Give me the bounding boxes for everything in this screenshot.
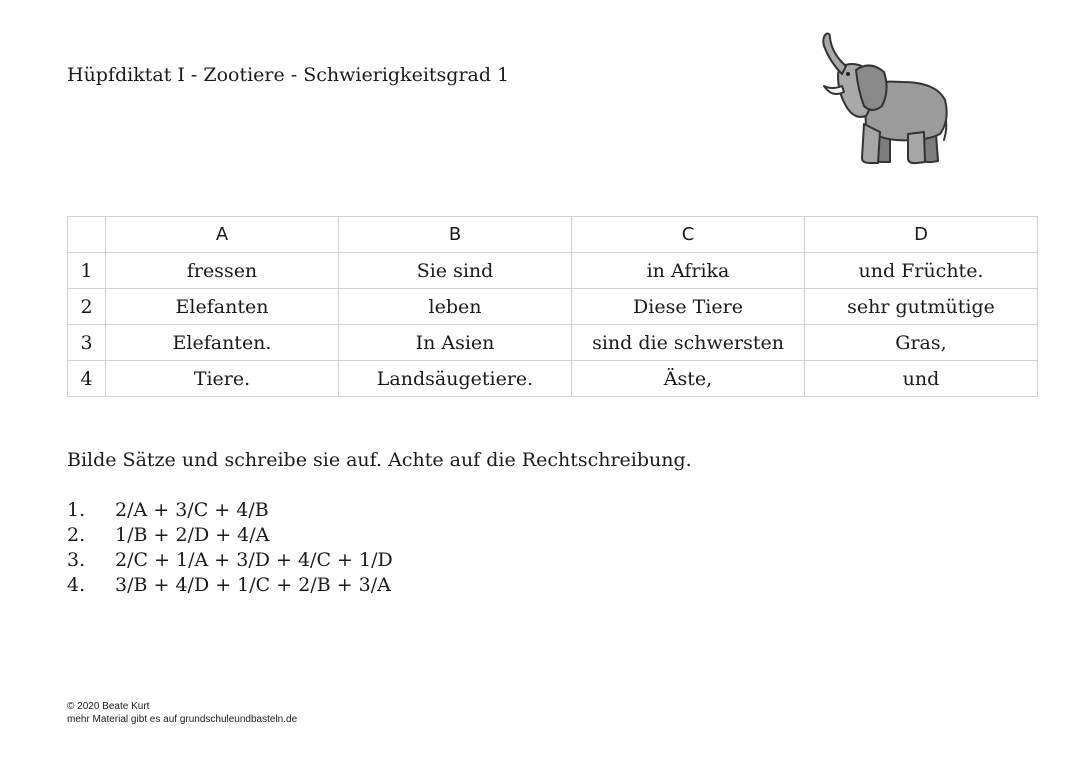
- grid-cell: In Asien: [339, 325, 572, 361]
- grid-cell: Äste,: [572, 361, 805, 397]
- grid-cell: fressen: [106, 253, 339, 289]
- word-grid: [67, 216, 1038, 397]
- row-number: 2: [68, 289, 106, 325]
- grid-cell: Sie sind: [339, 253, 572, 289]
- task-number: 4.: [67, 574, 86, 596]
- grid-cell: und Früchte.: [805, 253, 1038, 289]
- task-number: 2.: [67, 524, 86, 546]
- row-number: 4: [68, 361, 106, 397]
- grid-corner-cell: [68, 217, 106, 253]
- grid-cell: Elefanten: [106, 289, 339, 325]
- elephant-illustration: [812, 28, 954, 168]
- instruction-text: Bilde Sätze und schreibe sie auf. Achte auf die Rechtschreibung.: [67, 449, 692, 471]
- column-header: D: [805, 217, 1038, 253]
- row-number: 1: [68, 253, 106, 289]
- task-number: 1.: [67, 499, 86, 521]
- task-item: [67, 498, 393, 523]
- task-text: 3/B + 4/D + 1/C + 2/B + 3/A: [115, 574, 391, 596]
- source-note: mehr Material gibt es auf grundschuleundbasteln.de: [67, 714, 298, 725]
- grid-cell: und: [805, 361, 1038, 397]
- grid-cell: Diese Tiere: [572, 289, 805, 325]
- task-item: [67, 548, 393, 573]
- grid-cell: sind die schwersten: [572, 325, 805, 361]
- grid-cell: leben: [339, 289, 572, 325]
- page-title: Hüpfdiktat I - Zootiere - Schwierigkeitsgrad 1: [67, 64, 510, 86]
- column-header: C: [572, 217, 805, 253]
- task-item: [67, 523, 393, 548]
- column-header: B: [339, 217, 572, 253]
- grid-row: [68, 253, 1038, 289]
- task-text: 2/A + 3/C + 4/B: [115, 499, 269, 521]
- grid-cell: Landsäugetiere.: [339, 361, 572, 397]
- task-text: 2/C + 1/A + 3/D + 4/C + 1/D: [115, 549, 393, 571]
- grid-cell: sehr gutmütige: [805, 289, 1038, 325]
- grid-cell: Elefanten.: [106, 325, 339, 361]
- grid-cell: Tiere.: [106, 361, 339, 397]
- grid-row: [68, 325, 1038, 361]
- grid-row: [68, 289, 1038, 325]
- task-list: [67, 498, 393, 598]
- task-item: [67, 573, 393, 598]
- footer: [67, 700, 297, 726]
- row-number: 3: [68, 325, 106, 361]
- column-header: A: [106, 217, 339, 253]
- grid-header-row: [68, 217, 1038, 253]
- copyright-notice: © 2020 Beate Kurt: [67, 701, 150, 712]
- grid-row: [68, 361, 1038, 397]
- task-text: 1/B + 2/D + 4/A: [115, 524, 270, 546]
- grid-cell: in Afrika: [572, 253, 805, 289]
- grid-cell: Gras,: [805, 325, 1038, 361]
- task-number: 3.: [67, 549, 86, 571]
